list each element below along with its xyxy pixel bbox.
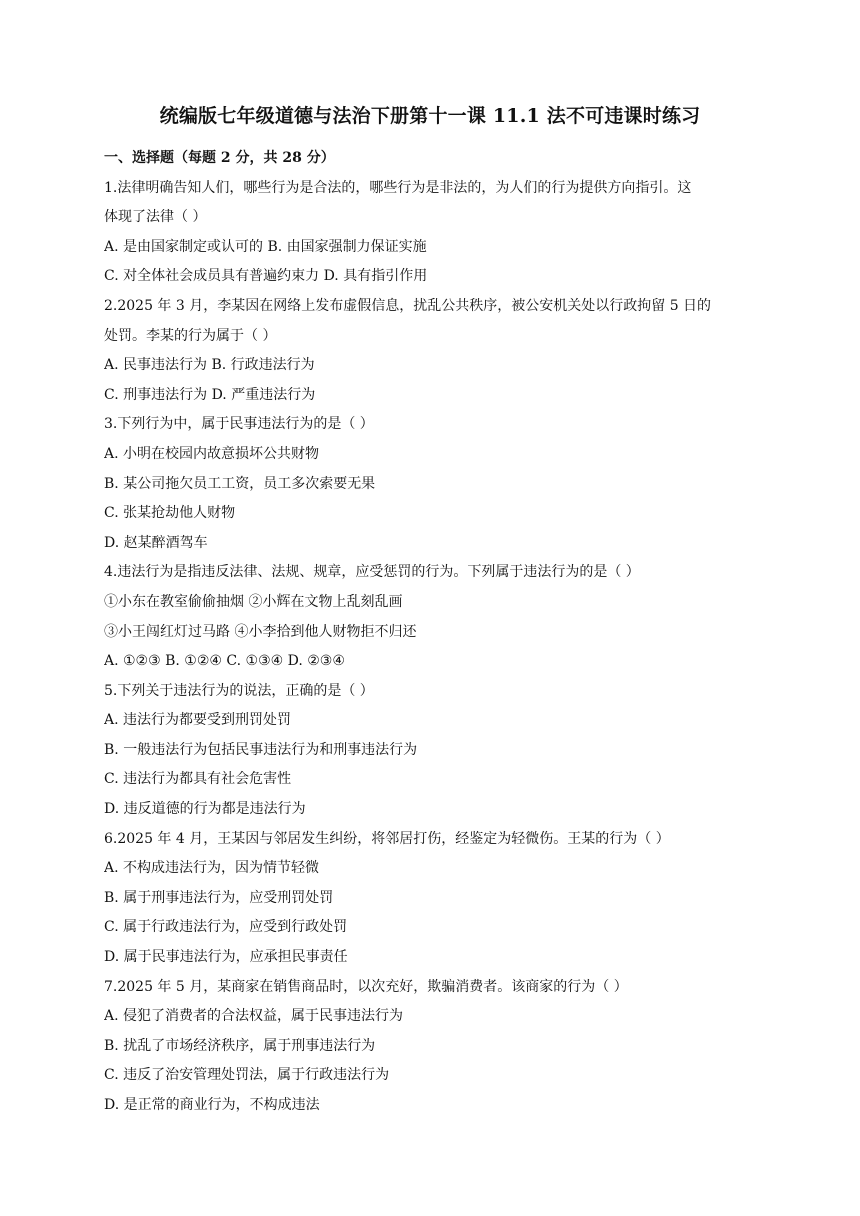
answer-option-line: A. 侵犯了消费者的合法权益，属于民事违法行为 [104,1008,404,1025]
question-stem-line: 4.违法行为是指违反法律、法规、规章，应受惩罚的行为。下列属于违法行为的是（ ） [104,564,640,581]
answer-option-line: A. 小明在校园内故意损坏公共财物 [104,445,320,462]
answer-option-line: D. 赵某醉酒驾车 [104,534,208,551]
question-3 [104,410,756,558]
answer-option-line: B. 某公司拖欠员工工资，员工多次索要无果 [104,475,376,492]
question-stem-line: ③小王闯红灯过马路 ④小李拾到他人财物拒不归还 [104,623,417,640]
question-stem-line: ①小东在教室偷偷抽烟 ②小辉在文物上乱刻乱画 [104,593,403,610]
section-heading: 一、选择题（每题 2 分，共 28 分） [104,150,335,166]
answer-option-line: A. 是由国家制定或认可的 B. 由国家强制力保证实施 [104,238,427,255]
question-1 [104,174,756,292]
question-stem-line: 处罚。李某的行为属于（ ） [104,327,277,344]
answer-option-line: A. 不构成违法行为，因为情节轻微 [104,860,320,877]
answer-option-line: A. 民事违法行为 B. 行政违法行为 [104,357,315,374]
question-stem-line: 2.2025 年 3 月，李某因在网络上发布虚假信息，扰乱公共秩序，被公安机关处以行政拘留 5 日的 [104,297,712,314]
question-6 [104,825,756,973]
answer-option-line: B. 扰乱了市场经济秩序，属于刑事违法行为 [104,1037,376,1054]
answer-option-line: A. ①②③ B. ①②④ C. ①③④ D. ②③④ [104,653,345,670]
question-5 [104,677,756,825]
question-stem-line: 1.法律明确告知人们，哪些行为是合法的，哪些行为是非法的，为人们的行为提供方向指引。这 [104,179,692,196]
question-stem-line: 7.2025 年 5 月，某商家在销售商品时，以次充好，欺骗消费者。该商家的行为（ ） [104,978,628,995]
answer-option-line: D. 属于民事违法行为，应承担民事责任 [104,949,348,966]
answer-option-line: C. 违法行为都具有社会危害性 [104,771,292,788]
answer-option-line: C. 违反了治安管理处罚法，属于行政违法行为 [104,1067,390,1084]
answer-option-line: D. 是正常的商业行为，不构成违法 [104,1097,320,1113]
answer-option-line: C. 属于行政违法行为，应受到行政处罚 [104,919,348,936]
question-stem-line: 6.2025 年 4 月，王某因与邻居发生纠纷，将邻居打伤，经鉴定为轻微伤。王某的行为（ ） [104,830,670,847]
question-stem-line: 体现了法律（ ） [104,209,207,226]
answer-option-line: C. 对全体社会成员具有普遍约束力 D. 具有指引作用 [104,268,428,285]
question-2 [104,292,756,410]
document-title: 统编版七年级道德与法治下册第十一课 11.1 法不可违课时练习 [159,105,701,127]
answer-option-line: C. 刑事违法行为 D. 严重违法行为 [104,386,316,403]
answer-option-line: B. 一般违法行为包括民事违法行为和刑事违法行为 [104,741,418,758]
question-stem-line: 3.下列行为中，属于民事违法行为的是（ ） [104,416,374,433]
question-7 [104,973,756,1121]
question-list [104,144,756,1121]
answer-option-line: D. 违反道德的行为都是违法行为 [104,801,306,818]
answer-option-line: C. 张某抢劫他人财物 [104,505,236,522]
question-4 [104,558,756,676]
answer-option-line: A. 违法行为都要受到刑罚处罚 [104,712,292,729]
answer-option-line: B. 属于刑事违法行为，应受刑罚处罚 [104,889,334,906]
question-stem-line: 5.下列关于违法行为的说法，正确的是（ ） [104,682,374,699]
